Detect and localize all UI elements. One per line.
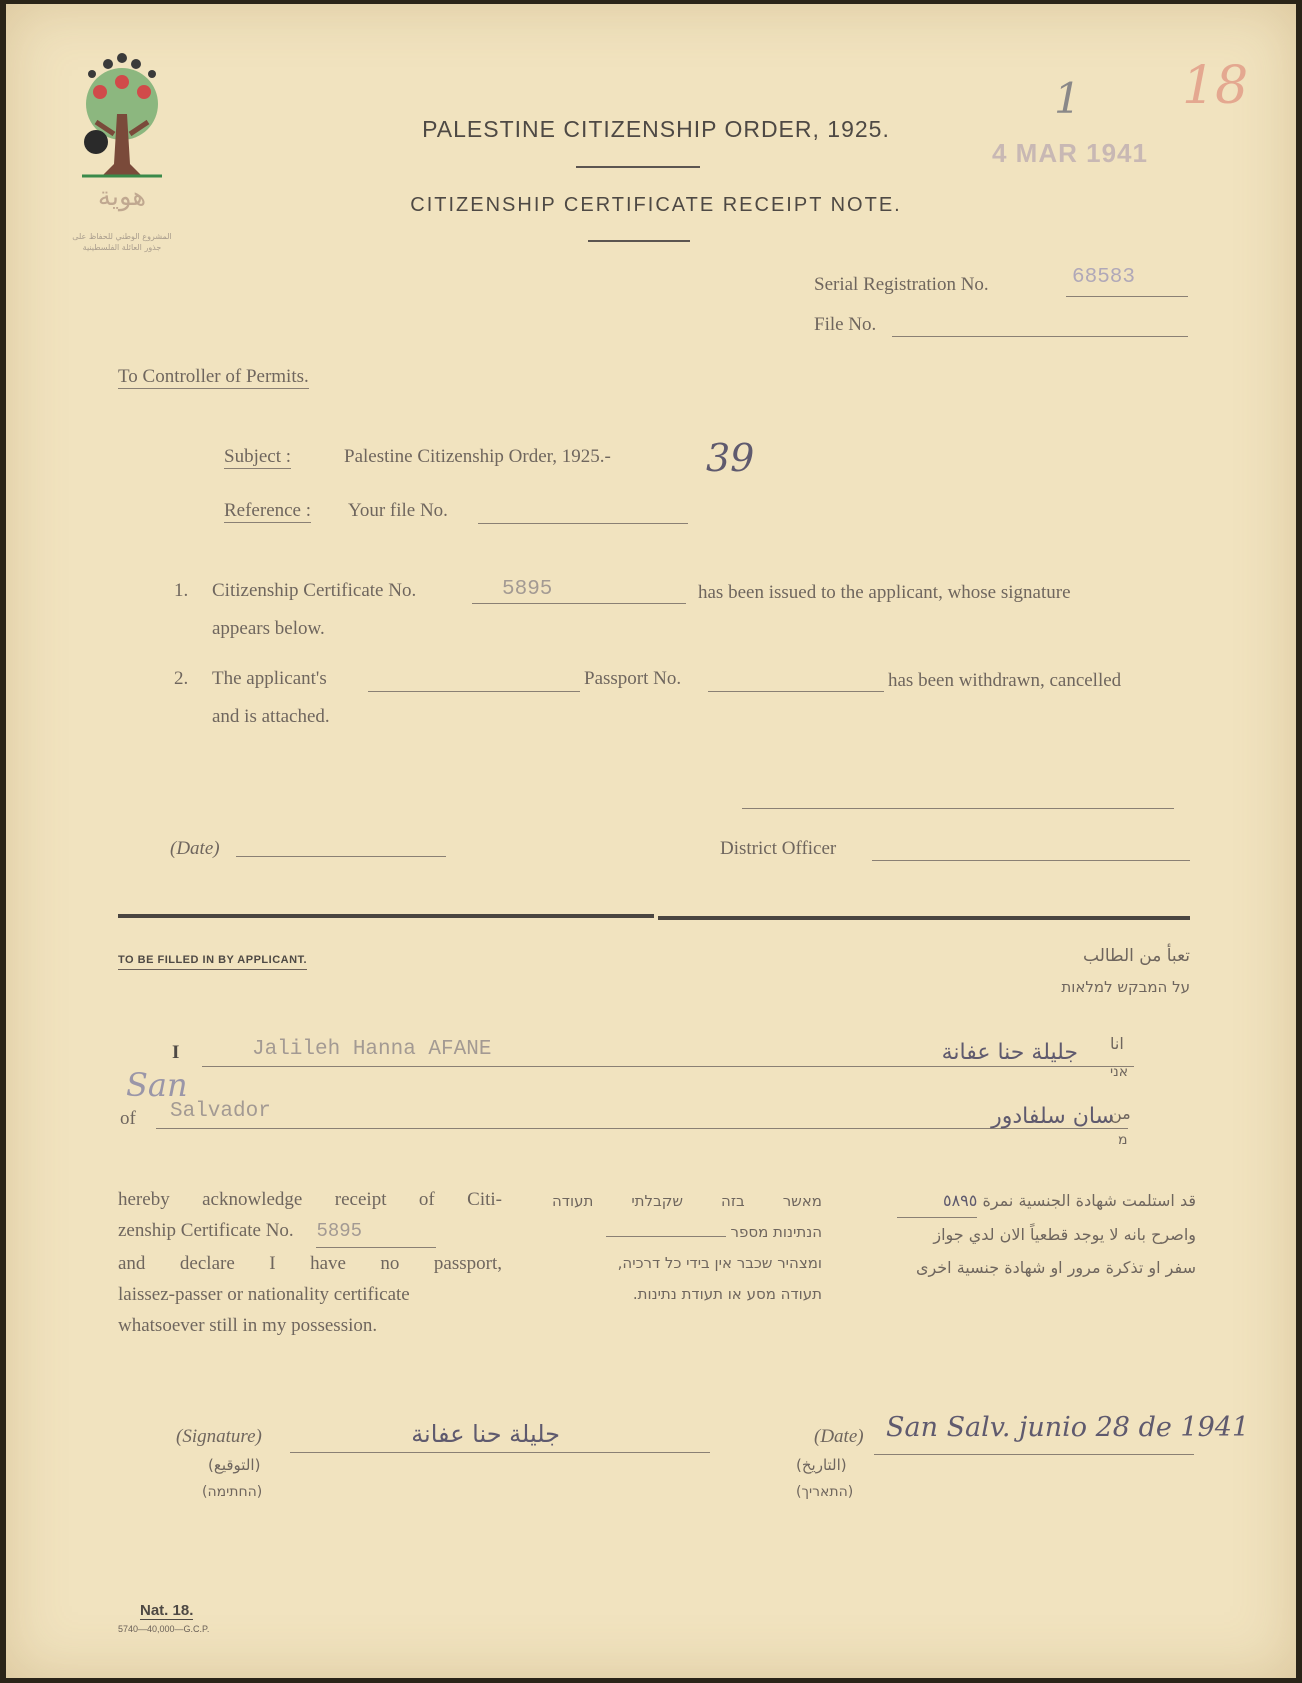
serial-registration-label: Serial Registration No.: [814, 274, 989, 295]
officer-signature-line: [742, 808, 1174, 809]
handwritten-mark-18: 18: [1182, 56, 1249, 116]
applicant-signature: جليلة حنا عفانة: [411, 1420, 560, 1448]
i-label: I: [172, 1042, 180, 1063]
subject-value: Palestine Citizenship Order, 1925.-: [344, 446, 611, 467]
item-1-cert-line: [472, 603, 686, 604]
declaration-en-line-2: [118, 1215, 502, 1248]
section-divider-right: [658, 916, 1190, 920]
place-typed: Salvador: [170, 1100, 271, 1123]
document-page: [6, 4, 1296, 1678]
item-2-passport-label: Passport No.: [584, 668, 682, 689]
form-code: Nat. 18.: [140, 1602, 194, 1619]
declaration-ar-line-2: واصرح بانه لا يوجد قطعياً الان لدي جواز: [933, 1225, 1196, 1244]
declaration-ar-cert-value: ٥٨٩٥: [897, 1184, 977, 1218]
min-arabic: من: [1110, 1104, 1131, 1123]
declaration-en-cert-value: 5895: [316, 1216, 436, 1248]
ani-hebrew: אני: [1110, 1064, 1129, 1080]
page-subtitle: CITIZENSHIP CERTIFICATE RECEIPT NOTE.: [410, 194, 902, 216]
reference-value: Your file No.: [348, 500, 448, 521]
addressee: To Controller of Permits.: [118, 366, 309, 387]
declaration-he-cert-line: [606, 1236, 726, 1237]
applicant-name-typed: Jalileh Hanna AFANE: [252, 1038, 492, 1061]
serial-registration-line: [1066, 296, 1188, 297]
declaration-english: [118, 1184, 502, 1341]
declaration-hebrew: [552, 1186, 822, 1310]
officer-date-line: [236, 856, 446, 857]
declaration-en-line-3: and declare I have no passport,: [118, 1253, 502, 1274]
signature-date-label-hebrew: (התאריך): [796, 1484, 854, 1500]
declaration-en-line-4: laissez-passer or nationality certificate: [118, 1284, 410, 1305]
declaration-he-line-2: [552, 1217, 822, 1248]
declaration-en-line-1: hereby acknowledge receipt of Citi-: [118, 1189, 502, 1210]
applicant-heading-arabic: تعبأ من الطالب: [1083, 946, 1190, 966]
declaration-ar-line-3: سفر او تذكرة مرور او شهادة جنسية اخرى: [915, 1258, 1196, 1277]
declaration-ar-line-1: [866, 1184, 1196, 1218]
item-1-end: has been issued to the applicant, whose signature: [698, 582, 1071, 603]
title-rule: [576, 166, 700, 168]
handwritten-mark-1: 1: [1054, 74, 1081, 123]
item-2-start: The applicant's: [212, 668, 327, 689]
signature-label: (Signature): [176, 1426, 262, 1447]
signature-date-label: (Date): [814, 1426, 864, 1447]
subtitle-rule: [588, 240, 690, 242]
signature-label-arabic: (التوقيع): [208, 1456, 261, 1474]
signature-label-hebrew: (החתימה): [202, 1484, 263, 1500]
name-line: [202, 1066, 1134, 1067]
subject-hand-number: 39: [706, 436, 755, 480]
serial-registration-value: 68583: [1072, 266, 1136, 289]
item-1-cert-value: 5895: [502, 578, 553, 601]
item-2-passport-line: [708, 691, 884, 692]
signature-date-line: [874, 1454, 1194, 1455]
declaration-he-cert-label: הנתינות מספר: [730, 1223, 822, 1241]
item-2-end: has been withdrawn, cancelled: [888, 670, 1122, 691]
item-2-line2: and is attached.: [212, 706, 330, 727]
mi-hebrew: מ: [1118, 1132, 1128, 1148]
ana-arabic: انا: [1110, 1034, 1124, 1053]
declaration-en-cert-label: zenship Certificate No.: [118, 1220, 294, 1241]
reference-line: [478, 523, 688, 524]
item-2-applicant-line: [368, 691, 580, 692]
logo-caption-1: المشروع الوطني للحفاظ على: [72, 232, 172, 241]
district-officer-label: District Officer: [720, 838, 837, 859]
declaration-he-line-4: תעודה מסע או תעודת נתינות.: [632, 1285, 822, 1303]
signature-date-label-arabic: (التاريخ): [796, 1456, 847, 1474]
file-no-label: File No.: [814, 314, 877, 335]
tree-logo-icon: [62, 44, 182, 184]
officer-date-label: (Date): [170, 838, 220, 859]
of-label: of: [120, 1108, 136, 1129]
declaration-he-line-3: ומצהיר שכבר אין בידי כל דרכיה,: [617, 1254, 822, 1272]
item-1-number: 1.: [174, 580, 189, 601]
district-officer-line: [872, 860, 1190, 861]
subject-label: Subject :: [224, 446, 292, 467]
page-title: PALESTINE CITIZENSHIP ORDER, 1925.: [422, 116, 890, 142]
declaration-arabic: [866, 1184, 1196, 1284]
signature-line: [290, 1452, 710, 1453]
print-code: 5740—40,000—G.C.P.: [118, 1624, 210, 1634]
item-1-line2: appears below.: [212, 618, 325, 639]
logo-caption-2: جذور العائلة الفلسطينية: [82, 243, 162, 252]
logo-arabic-name: هوية: [97, 182, 147, 212]
date-stamp: 4 MAR 1941: [992, 138, 1148, 168]
declaration-en-line-5: whatsoever still in my possession.: [118, 1315, 378, 1336]
declaration-ar-cert-label: قد استلمت شهادة الجنسية نمرة: [982, 1191, 1196, 1210]
item-2-number: 2.: [174, 668, 189, 689]
applicant-name-arabic: جليلة حنا عفانة: [941, 1040, 1078, 1065]
place-arabic: سان سلفادور: [991, 1104, 1114, 1129]
item-1-start: Citizenship Certificate No.: [212, 580, 417, 601]
applicant-heading-hebrew: על המבקש למלאות: [1061, 978, 1190, 996]
logo: [62, 44, 182, 254]
place-line: [156, 1128, 1128, 1129]
section-divider-left: [118, 914, 654, 918]
hand-san: San: [126, 1066, 188, 1104]
reference-label: Reference :: [224, 500, 312, 521]
file-no-line: [892, 336, 1188, 337]
handwritten-date: San Salv. junio 28 de 1941: [886, 1412, 1250, 1443]
applicant-heading: TO BE FILLED IN BY APPLICANT.: [118, 954, 307, 970]
declaration-he-line-1: מאשר בזה שקבלתי תעודה: [552, 1192, 822, 1210]
